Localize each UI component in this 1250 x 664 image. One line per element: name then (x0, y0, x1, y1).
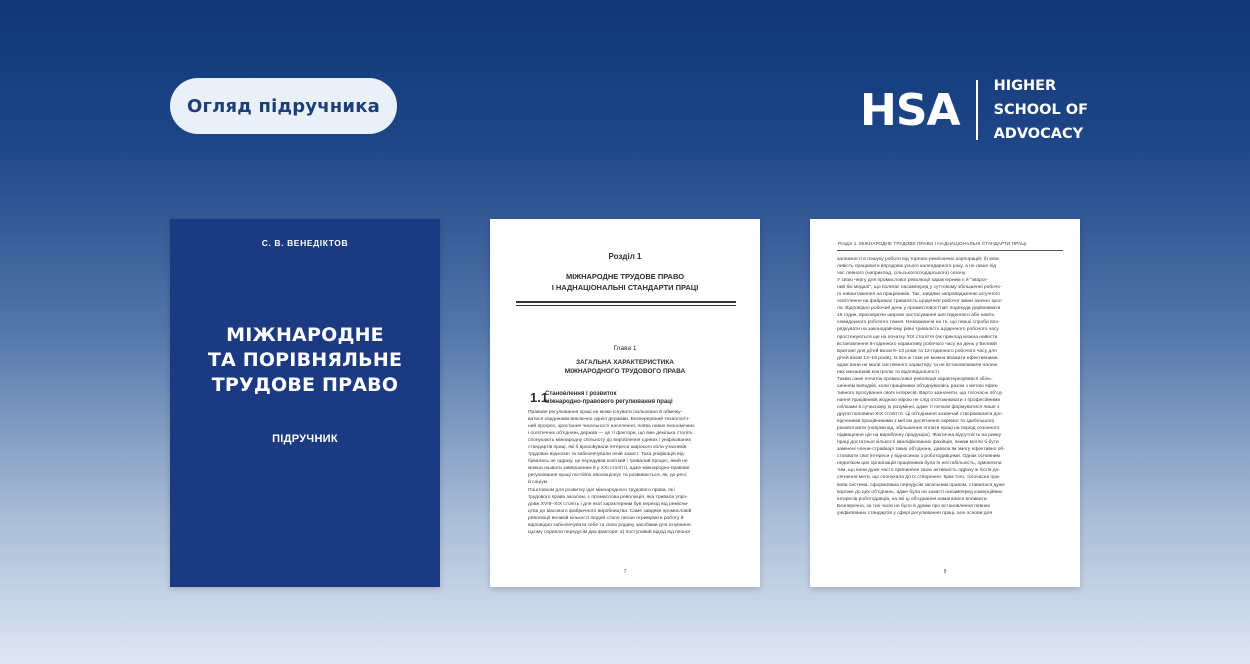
textbook-overview-button[interactable]: Огляд підручника (170, 78, 397, 134)
sample-page-8 (810, 219, 1080, 587)
hsa-logo (860, 77, 1088, 143)
text-line: спілками в сучасному їх розумінні, адже ті почали формуватися лише з (837, 404, 1000, 410)
part-title-line: МІЖНАРОДНЕ ТРУДОВЕ ПРАВО (565, 272, 685, 281)
text-line: них механізмів контролю та відповідальності. (837, 369, 941, 375)
text-line: ватися кордонами виключно однієї держави. Безперервний технологіч- (528, 417, 690, 423)
text-line: рядкувати на законодавчому рівні тривалість щоденного робочого часу (837, 327, 999, 333)
part-title-line: І НАДНАЦІОНАЛЬНІ СТАНДАРТИ ПРАЦІ (551, 283, 699, 292)
text-line: бувалась не одразу, це передував копіткий і тривалий процес, який не (528, 459, 688, 465)
text-line: вова система, сформована передусім загальним правом, ставилася дуже (837, 482, 1005, 488)
section-heading: Розділ 1 (608, 252, 642, 261)
text-line: 16 годин, враховуючи широке застосування шестиденного або навіть (837, 313, 995, 319)
logo-mark: HSA (860, 84, 960, 136)
text-line: простежуються ще на початку XIX століття (як приклад можна навести (837, 334, 998, 340)
text-line: Поштовхом для розвитку ідеї міжнародного трудового права, як і (528, 487, 676, 493)
text-line: революції великій кількості людей стало легше отримувати роботу й (528, 515, 684, 521)
text-line: Правове регулювання праці не може існувати ізольовано й обмежу- (528, 410, 683, 415)
chapter-number: Глава 1 (613, 345, 637, 352)
text-line: Таким саме початок промислової революції характеризувався збіль- (837, 376, 993, 382)
text-line: трудового права загалом, є промислова революція, яка тривала упро- (528, 494, 688, 500)
cover-title-line: ТРУДОВЕ ПРАВО (211, 374, 399, 396)
text-line: цтва до масового фабричного виробництва. Саме завдяки промисловій (528, 508, 692, 514)
cover-author: С. В. ВЕНЕДІКТОВ (261, 238, 349, 248)
sample-page-7 (490, 219, 760, 587)
text-line: встановлення 8-годинного нормативу робочого часу на день у Великій (837, 341, 997, 347)
cover-title (170, 323, 440, 398)
text-line: дітей віком 13–18 років), їх все ж таки не можна вважати ефективними, (837, 355, 999, 361)
text-line: шенням випадків, коли працівники об'єднувались разом з метою ефек- (837, 383, 999, 389)
text-line: ливість працювати впродовж усього календарного року, а не лише під (837, 264, 997, 270)
cover-title-line: МІЖНАРОДНЕ (226, 324, 384, 346)
text-line: замінені члени-страйкарі таких об'єднань, давала їм змогу ефективно об- (837, 447, 1005, 453)
logo-line: ADVOCACY (993, 126, 1084, 142)
text-line: праці достатньої кількості кваліфікованих фахівців, якими могли б бути (837, 440, 999, 446)
subsection-title (545, 391, 673, 406)
book-cover (170, 219, 440, 587)
chapter-title-line: МІЖНАРОДНОГО ТРУДОВОГО ПРАВА (564, 368, 686, 375)
cover-title-line: ТА ПОРІВНЯЛЬНЕ (207, 349, 403, 371)
text-line: трудових відносин та забезпечували їхній захист. Така уніфікація від- (528, 452, 686, 458)
text-line: залежності в пошуку роботи від торгово-ремісничих корпорацій; б) мож- (837, 257, 1001, 262)
text-line: інтересів роботодавців, на які ці об'єднання намагалися впливати. (837, 496, 988, 502)
subsection-number: 1.1 (530, 390, 549, 405)
text-line: недоліком цих організацій працівників була їх нестабільність, зумовлена (837, 461, 1002, 467)
page-body-text (837, 256, 1065, 517)
text-line: регулювання праці постійно еволюціонує та розвивається, як, до речі, (528, 473, 688, 479)
chapter-title (490, 358, 760, 376)
text-line: тивного просування своїх інтересів. Варто зазначити, що тогочасні об'єд- (837, 390, 1004, 396)
text-line: Безперечно, за тих часів не було й думки про встановлення певних (837, 503, 991, 509)
text-line: адже вони не мали системного характеру та не встановлювали належ- (837, 362, 999, 368)
text-line: уніфікованих стандартів у сфері регулювання праці, але основи для (837, 510, 993, 516)
heading-rule (516, 301, 736, 303)
text-line: ний прогрес, зростання чисельності населення, поява нових економічних (528, 424, 695, 430)
text-line: вороже до цих об'єднань, адже була на захисті насамперед комерційних (837, 489, 1003, 495)
text-line: Цьому сприяли передусім два фактори: а) поступовий відхід від пеоної (528, 529, 691, 535)
text-line: відченими працівниками з метою досягнення окремої та здебільшого (837, 419, 995, 425)
page-body-text (528, 409, 740, 536)
chapter-title-line: ЗАГАЛЬНА ХАРАКТЕРИСТИКА (575, 359, 674, 366)
subsection-title-line: міжнародно-правового регулювання праці (545, 398, 673, 405)
logo-line: SCHOOL OF (993, 102, 1088, 118)
text-line: Британії для дітей віком 9–13 років та 12-годинного робочого часу для (837, 348, 997, 354)
text-line: і політичних об'єднань держав — це ті фактори, що вже декілька століть (528, 431, 693, 437)
running-head-rule (837, 250, 1063, 251)
text-line: й соціум. (528, 480, 549, 486)
text-line: стандартів праці, які б враховували інтереси широкого кола учасників (528, 445, 687, 451)
text-line: нання працівників жодною мірою не слід ототожнювати з професійними (837, 397, 1001, 403)
text-line: семиденного робочого тижня. Незважаючи на те, що перші спроби впо- (837, 320, 1000, 326)
text-line: освітлення на фабриках тривалість щоденної робочої зміни значно зрос- (837, 299, 1003, 305)
text-line: підвищення цін на вироблену продукцію). Фактична відсутність на ринку (837, 433, 1002, 439)
page-number: 7 (623, 569, 627, 575)
text-line: го навантаження на працівників. Так, завдяки запровадженню штучного (837, 292, 1000, 298)
running-head: Розділ 1. МІЖНАРОДНЕ ТРУДОВЕ ПРАВО І НАДНАЦІОНАЛЬНІ СТАНДАРТИ ПРАЦІ (838, 242, 1027, 247)
text-line: спонукають міжнародну спільноту до вироблення єдиних і уніфікованих (528, 438, 691, 444)
text-line: другої половини XIX століття. Ці об'єднання зазвичай створювалися дос- (837, 412, 1004, 418)
page-number: 8 (943, 569, 947, 575)
logo-divider (976, 80, 978, 140)
text-line: можна назвати завершеним й у XXI столітті, адже міжнародно-правове (528, 466, 690, 472)
subsection-title-line: Становлення і розвиток (545, 391, 617, 397)
text-line: сягнення мети, що спонукала до їх створення. Крім того, тогочасна пра- (837, 475, 1001, 481)
cover-subtitle: ПІДРУЧНИК (272, 433, 338, 445)
text-line: тим, що вони дуже часто припиняли свою активність одразу ж після до- (837, 468, 1000, 474)
part-title (490, 271, 760, 293)
text-line: ла. Відповідно робочий день у промисловості міг подекуди дорівнювати (837, 306, 1001, 312)
text-line: У свою чергу для промислової революції характерним є й "зворот- (837, 278, 989, 284)
logo-line: HIGHER (993, 78, 1057, 94)
text-line: разової мети (наприклад, збільшення оплати праці на період сезонного (837, 426, 1000, 432)
text-line: ний бік медалі", що полягає насамперед у суттєвому збільшенні робочо- (837, 285, 1002, 291)
text-line: час певного (наприклад, сільськогосподарського) сезону. (837, 271, 967, 277)
heading-rule-thin (516, 305, 736, 306)
text-line: довж XVIII–XIX століть і для якої характерним був перехід від ремісни- (528, 501, 689, 507)
text-line: стоювати свої інтереси у відносинах з роботодавцями. Однак основним (837, 454, 1000, 460)
logo-text (994, 74, 1088, 146)
text-line: відповідно забезпечувати себе та свою родину засобами для існування. (528, 522, 692, 528)
